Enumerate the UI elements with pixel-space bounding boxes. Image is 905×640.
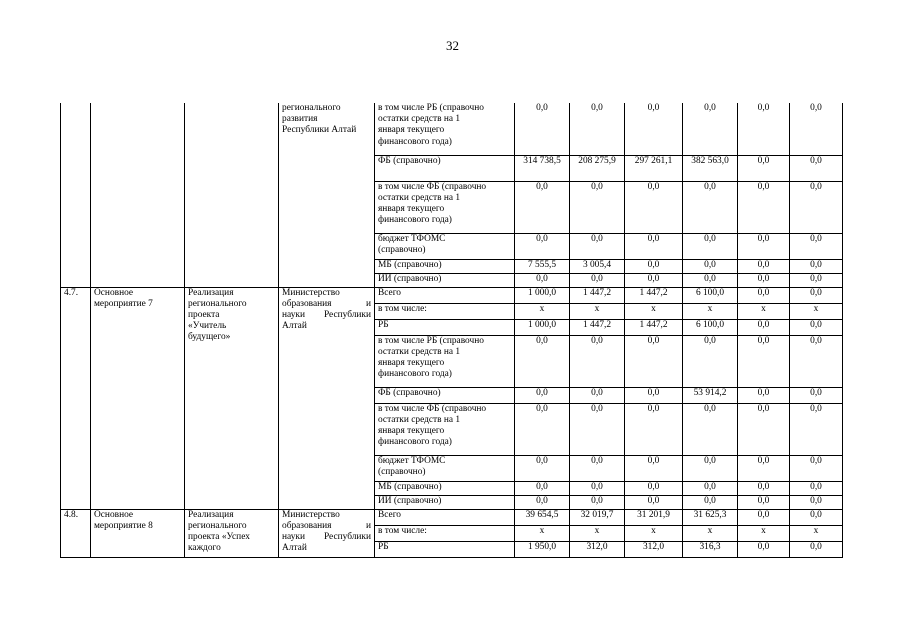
cell-amount: х	[570, 525, 625, 541]
cell-amount: 0,0	[515, 181, 570, 233]
cell-amount: 53 914,2	[683, 387, 738, 403]
cell-amount: 7 555,5	[515, 259, 570, 273]
cell-line: остатки средств на 1	[378, 414, 461, 425]
cell-amount: 208 275,9	[570, 155, 625, 181]
cell-amount: 0,0	[790, 509, 843, 525]
cell-funding-source	[375, 181, 515, 233]
cell-amount: 0,0	[570, 103, 625, 155]
cell-amount: 0,0	[683, 335, 738, 387]
cell-project	[185, 287, 279, 509]
cell-line: Реализация	[188, 509, 234, 520]
cell-amount: 0,0	[515, 103, 570, 155]
cell-amount: 32 019,7	[570, 509, 625, 525]
cell-amount: 0,0	[683, 273, 738, 287]
cell-amount: 0,0	[790, 403, 843, 455]
cell-amount: 0,0	[738, 509, 790, 525]
cell-amount: 0,0	[625, 387, 683, 403]
cell-line: будущего»	[188, 332, 231, 343]
cell-amount: 316,3	[683, 541, 738, 557]
cell-line: бюджет ТФОМС	[378, 233, 446, 244]
cell-funding-source	[375, 233, 515, 259]
cell-amount: 0,0	[738, 387, 790, 403]
cell-amount: 0,0	[790, 103, 843, 155]
cell-amount: 0,0	[683, 481, 738, 495]
cell-amount: 0,0	[790, 495, 843, 509]
cell-amount: 382 563,0	[683, 155, 738, 181]
cell-amount: 0,0	[515, 233, 570, 259]
cell-line: РБ	[378, 541, 389, 552]
cell-amount: 0,0	[570, 233, 625, 259]
cell-event	[91, 287, 185, 509]
cell-line: в том числе РБ (справочно	[378, 335, 484, 346]
cell-line: финансового года)	[378, 215, 452, 226]
cell-line: Министерство	[282, 287, 340, 298]
cell-amount: 0,0	[738, 233, 790, 259]
cell-amount: 0,0	[790, 233, 843, 259]
cell-line: в том числе:	[378, 525, 427, 536]
cell-amount: х	[738, 525, 790, 541]
cell-line: остатки средств на 1	[378, 192, 461, 203]
cell-line: Алтай	[282, 543, 307, 554]
cell-number: 4.8.	[61, 509, 91, 557]
cell-amount: 0,0	[790, 287, 843, 303]
cell-amount: 0,0	[625, 259, 683, 273]
cell-amount: 312,0	[570, 541, 625, 557]
cell-line: регионального	[282, 103, 341, 113]
cell-amount: 0,0	[683, 103, 738, 155]
cell-line: в том числе РБ (справочно	[378, 103, 484, 113]
cell-amount: 0,0	[790, 541, 843, 557]
table-body	[61, 103, 843, 557]
cell-amount: 0,0	[570, 495, 625, 509]
cell-line: науки Республики	[282, 309, 371, 320]
cell-line: ФБ (справочно)	[378, 387, 441, 398]
cell-funding-source	[375, 387, 515, 403]
cell-amount: х	[683, 525, 738, 541]
cell-amount: 0,0	[625, 233, 683, 259]
cell-amount: х	[515, 303, 570, 319]
cell-line: финансового года)	[378, 437, 452, 448]
cell-amount: 0,0	[515, 273, 570, 287]
cell-line: Республики Алтай	[282, 125, 357, 136]
table-row	[61, 287, 843, 303]
cell-amount: 0,0	[515, 335, 570, 387]
cell-line: (справочно)	[378, 244, 426, 255]
cell-amount: 312,0	[625, 541, 683, 557]
page-number: 32	[446, 38, 459, 53]
cell-amount: 0,0	[790, 335, 843, 387]
cell-line: Всего	[378, 509, 401, 520]
cell-amount: 0,0	[683, 233, 738, 259]
cell-funding-source	[375, 495, 515, 509]
cell-line: Основное	[94, 287, 134, 298]
cell-amount: 0,0	[515, 481, 570, 495]
cell-amount: 0,0	[738, 335, 790, 387]
cell-amount: 0,0	[625, 481, 683, 495]
cell-line: науки Республики	[282, 531, 371, 542]
cell-amount: 1 447,2	[570, 287, 625, 303]
cell-line: Реализация	[188, 287, 234, 298]
cell-funding-source	[375, 455, 515, 481]
cell-amount: 0,0	[625, 335, 683, 387]
cell-project	[185, 103, 279, 287]
cell-line: Основное	[94, 509, 134, 520]
cell-amount: 0,0	[625, 273, 683, 287]
cell-amount: 0,0	[790, 455, 843, 481]
cell-amount: х	[683, 303, 738, 319]
cell-amount: 0,0	[790, 259, 843, 273]
cell-amount: 3 005,4	[570, 259, 625, 273]
cell-amount: 0,0	[738, 455, 790, 481]
cell-amount: х	[570, 303, 625, 319]
table-row	[61, 509, 843, 525]
cell-line: (справочно)	[378, 466, 426, 477]
cell-amount: х	[515, 525, 570, 541]
cell-executor	[279, 509, 375, 557]
cell-funding-source	[375, 103, 515, 155]
cell-amount: х	[625, 525, 683, 541]
cell-line: проекта «Успех	[188, 531, 250, 542]
cell-amount: х	[738, 303, 790, 319]
cell-amount: 0,0	[570, 387, 625, 403]
cell-line: мероприятие 8	[94, 520, 153, 531]
cell-amount: 0,0	[790, 181, 843, 233]
cell-amount: 0,0	[738, 541, 790, 557]
cell-amount: 0,0	[625, 403, 683, 455]
cell-number: 4.7.	[61, 287, 91, 509]
cell-funding-source	[375, 335, 515, 387]
cell-line: бюджет ТФОМС	[378, 455, 446, 466]
cell-event	[91, 103, 185, 287]
cell-line: остатки средств на 1	[378, 346, 461, 357]
cell-amount: 0,0	[738, 273, 790, 287]
cell-amount: 0,0	[625, 455, 683, 481]
cell-funding-source	[375, 287, 515, 303]
cell-line: Министерство	[282, 509, 340, 520]
cell-amount: 1 000,0	[515, 319, 570, 335]
cell-amount: 0,0	[515, 387, 570, 403]
cell-amount: 0,0	[570, 403, 625, 455]
cell-amount: 1 447,2	[625, 319, 683, 335]
cell-amount: 39 654,5	[515, 509, 570, 525]
cell-amount: 1 000,0	[515, 287, 570, 303]
cell-executor	[279, 287, 375, 509]
cell-amount: 0,0	[738, 103, 790, 155]
cell-line: Алтай	[282, 321, 307, 332]
cell-line: образования и	[282, 298, 371, 309]
cell-amount: 314 738,5	[515, 155, 570, 181]
cell-amount: 0,0	[790, 387, 843, 403]
cell-line: января текущего	[378, 125, 445, 136]
cell-line: января текущего	[378, 203, 445, 214]
cell-line: МБ (справочно)	[378, 259, 442, 270]
cell-line: развития	[282, 114, 318, 125]
table-row	[61, 103, 843, 155]
cell-line: «Учитель	[188, 321, 227, 332]
cell-funding-source	[375, 509, 515, 525]
cell-number	[61, 103, 91, 287]
cell-line: в том числе ФБ (справочно	[378, 403, 487, 414]
cell-line: ИИ (справочно)	[378, 273, 442, 284]
cell-amount: 0,0	[738, 403, 790, 455]
cell-amount: 0,0	[570, 181, 625, 233]
cell-amount: 0,0	[738, 155, 790, 181]
cell-amount: 0,0	[790, 319, 843, 335]
cell-amount: 297 261,1	[625, 155, 683, 181]
cell-amount: 6 100,0	[683, 319, 738, 335]
cell-line: регионального	[188, 298, 247, 309]
cell-line: проекта	[188, 309, 220, 320]
cell-amount: 0,0	[738, 287, 790, 303]
cell-amount: 0,0	[790, 273, 843, 287]
cell-amount: 6 100,0	[683, 287, 738, 303]
cell-amount: 0,0	[683, 403, 738, 455]
cell-line: остатки средств на 1	[378, 114, 461, 125]
cell-amount: 0,0	[625, 103, 683, 155]
cell-funding-source	[375, 481, 515, 495]
cell-funding-source	[375, 259, 515, 273]
cell-amount: 0,0	[683, 259, 738, 273]
cell-line: Всего	[378, 287, 401, 298]
cell-amount: 0,0	[515, 455, 570, 481]
cell-line: финансового года)	[378, 136, 452, 147]
cell-amount: 0,0	[570, 481, 625, 495]
cell-amount: 0,0	[738, 495, 790, 509]
cell-amount: 0,0	[570, 273, 625, 287]
cell-line: ФБ (справочно)	[378, 155, 441, 166]
cell-funding-source	[375, 525, 515, 541]
cell-funding-source	[375, 303, 515, 319]
cell-amount: 1 447,2	[625, 287, 683, 303]
cell-amount: 0,0	[683, 181, 738, 233]
cell-line: ИИ (справочно)	[378, 495, 442, 506]
cell-funding-source	[375, 319, 515, 335]
cell-line: образования и	[282, 520, 371, 531]
cell-amount: 0,0	[570, 455, 625, 481]
cell-amount: 1 950,0	[515, 541, 570, 557]
cell-line: каждого	[188, 543, 221, 554]
cell-line: МБ (справочно)	[378, 481, 442, 492]
cell-amount: 0,0	[790, 481, 843, 495]
cell-funding-source	[375, 403, 515, 455]
budget-table	[60, 103, 843, 558]
cell-line: РБ	[378, 319, 389, 330]
cell-amount: 0,0	[515, 403, 570, 455]
cell-line: в том числе ФБ (справочно	[378, 181, 487, 192]
cell-funding-source	[375, 541, 515, 557]
cell-amount: 0,0	[738, 181, 790, 233]
cell-amount: 0,0	[570, 335, 625, 387]
cell-amount: 0,0	[625, 495, 683, 509]
cell-project	[185, 509, 279, 557]
cell-amount: 0,0	[625, 181, 683, 233]
cell-line: января текущего	[378, 357, 445, 368]
cell-line: финансового года)	[378, 369, 452, 380]
cell-amount: 0,0	[790, 155, 843, 181]
cell-amount: 0,0	[683, 455, 738, 481]
cell-event	[91, 509, 185, 557]
cell-funding-source	[375, 273, 515, 287]
cell-amount: 0,0	[738, 259, 790, 273]
cell-line: мероприятие 7	[94, 298, 153, 309]
cell-amount: 31 625,3	[683, 509, 738, 525]
cell-amount: 0,0	[738, 481, 790, 495]
cell-executor	[279, 103, 375, 287]
cell-amount: 0,0	[515, 495, 570, 509]
cell-amount: х	[625, 303, 683, 319]
cell-amount: 0,0	[683, 495, 738, 509]
cell-line: в том числе:	[378, 303, 427, 314]
cell-amount: 31 201,9	[625, 509, 683, 525]
cell-line: регионального	[188, 520, 247, 531]
cell-amount: х	[790, 303, 843, 319]
cell-amount: 0,0	[738, 319, 790, 335]
cell-line: января текущего	[378, 425, 445, 436]
cell-amount: х	[790, 525, 843, 541]
cell-funding-source	[375, 155, 515, 181]
cell-amount: 1 447,2	[570, 319, 625, 335]
